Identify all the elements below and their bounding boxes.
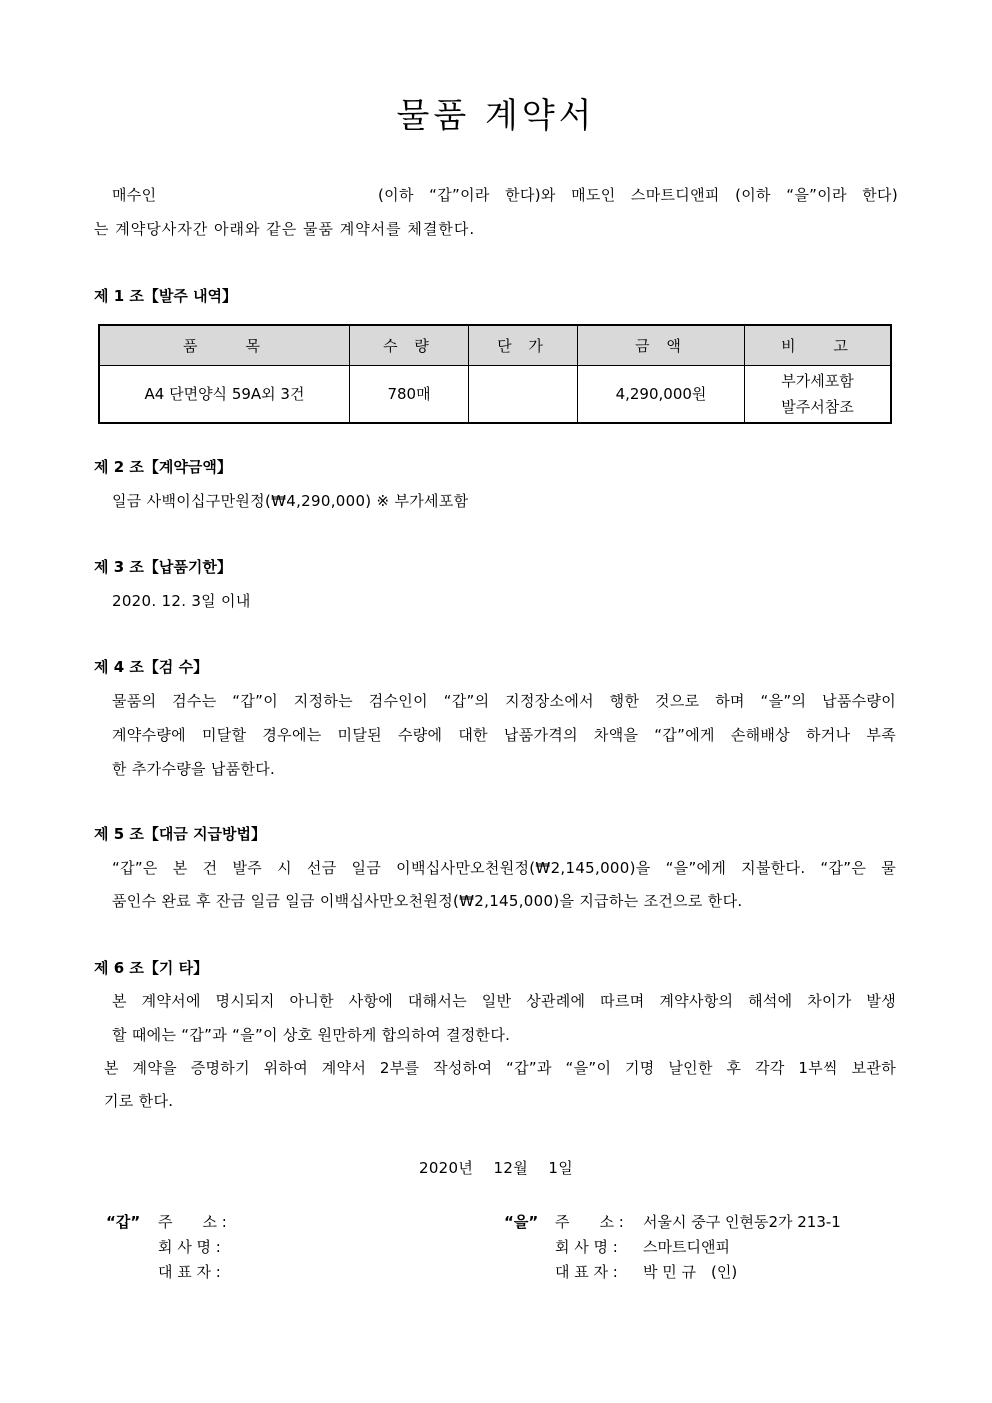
party-b-address-label: 주 소 : bbox=[555, 1213, 624, 1231]
closing-line-2: 기로 한다. bbox=[104, 1092, 174, 1110]
cell-item: A4 단면양식 59A외 3건 bbox=[99, 366, 350, 424]
order-table-header-row bbox=[99, 325, 891, 366]
article-6-line-1: 본 계약서에 명시되지 아니한 사항에 대해서는 일반 상관례에 따르며 계약사항의 해석에 차이가 발생 bbox=[112, 992, 896, 1010]
document-title: 물품 계약서 bbox=[396, 96, 596, 136]
order-table bbox=[98, 324, 892, 424]
buyer-label: 매수인 bbox=[112, 186, 157, 204]
closing-line-1: 본 계약을 증명하기 위하여 계약서 2부를 작성하여 “갑”과 “을”이 기명 날인한 후 각각 1부씩 보관하 bbox=[104, 1059, 896, 1077]
note-line-2: 발주서참조 bbox=[781, 398, 854, 416]
article-4-line-1: 물품의 검수는 “갑”이 지정하는 검수인이 “갑”의 지정장소에서 행한 것으로 하며 “을”의 납품수량이 bbox=[112, 692, 896, 710]
article-6-heading: 제 6 조【기 타】 bbox=[94, 959, 209, 977]
party-b-rep: 박 민 규 (인) bbox=[643, 1263, 738, 1281]
header-item: 품 목 bbox=[99, 325, 350, 366]
article-6-line-2: 할 때에는 “갑”과 “을”이 상호 원만하게 합의하여 결정한다. bbox=[112, 1026, 511, 1044]
party-a-company-label: 회 사 명 : bbox=[158, 1238, 221, 1256]
intro-text-line2: 는 계약당사자간 아래와 같은 물품 계약서를 체결한다. bbox=[94, 220, 476, 238]
cell-note bbox=[745, 366, 892, 424]
article-5-line-2: 품인수 완료 후 잔금 일금 일금 이백십사만오천원정(₩2,145,000)을 지급하는 조건으로 한다. bbox=[112, 892, 743, 910]
party-a-rep-label: 대 표 자 : bbox=[158, 1263, 221, 1281]
party-b-company-label: 회 사 명 : bbox=[555, 1238, 618, 1256]
header-unit-price: 단 가 bbox=[469, 325, 578, 366]
note-line-1: 부가세포함 bbox=[781, 372, 854, 390]
cell-qty: 780매 bbox=[350, 366, 469, 424]
article-4-line-2: 계약수량에 미달할 경우에는 미달된 수량에 대한 납품가격의 차액을 “갑”에게 손해배상 하거나 부족 bbox=[112, 726, 896, 744]
article-3-body: 2020. 12. 3일 이내 bbox=[112, 592, 251, 610]
party-b-company: 스마트디앤피 bbox=[643, 1238, 730, 1256]
header-note: 비 고 bbox=[745, 325, 892, 366]
party-b-address: 서울시 중구 인현동2가 213-1 bbox=[643, 1213, 841, 1231]
party-b-rep-label: 대 표 자 : bbox=[555, 1263, 618, 1281]
article-4-line-3: 한 추가수량을 납품한다. bbox=[112, 760, 276, 778]
article-4-heading: 제 4 조【검 수】 bbox=[94, 658, 209, 676]
article-1-heading: 제 1 조【발주 내역】 bbox=[94, 287, 238, 305]
party-a-address-label: 주 소 : bbox=[158, 1213, 227, 1231]
header-qty: 수 량 bbox=[350, 325, 469, 366]
contract-date: 2020년 12월 1일 bbox=[418, 1159, 573, 1177]
article-2-body: 일금 사백이십구만원정(₩4,290,000) ※ 부가세포함 bbox=[112, 492, 469, 510]
party-b-label: “을” bbox=[504, 1213, 539, 1231]
cell-amount: 4,290,000원 bbox=[578, 366, 745, 424]
article-2-heading: 제 2 조【계약금액】 bbox=[94, 458, 232, 476]
party-a-label: “갑” bbox=[106, 1213, 141, 1231]
article-5-heading: 제 5 조【대금 지급방법】 bbox=[94, 825, 267, 843]
table-row bbox=[99, 366, 891, 424]
cell-unit-price bbox=[469, 366, 578, 424]
header-amount: 금 액 bbox=[578, 325, 745, 366]
article-5-line-1: “갑”은 본 건 발주 시 선금 일금 이백십사만오천원정(₩2,145,000)을 “을”에게 지불한다. “갑”은 물 bbox=[112, 859, 896, 877]
intro-text-line1: (이하 “갑”이라 한다)와 매도인 스마트디앤피 (이하 “을”이라 한다) bbox=[378, 186, 898, 204]
article-3-heading: 제 3 조【납품기한】 bbox=[94, 558, 232, 576]
